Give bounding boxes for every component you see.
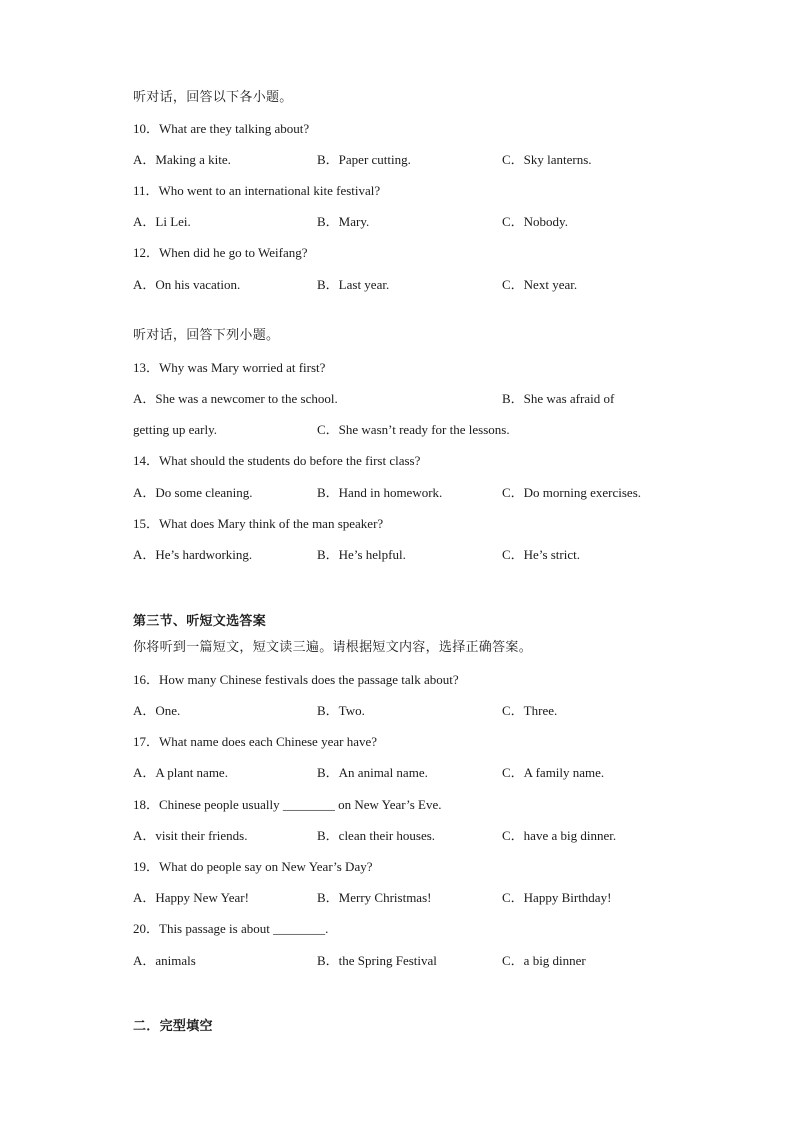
part-instruction: 你将听到一篇短文，短文读三遍。请根据短文内容，选择正确答案。 [133,640,533,655]
question-stem: 11．Who went to an international kite festival? [133,183,381,198]
section-title: 二．完型填空 [133,1019,213,1034]
option-b: B．clean their houses. [317,828,436,843]
option-a: A．Li Lei. [133,214,191,229]
section-instruction: 听对话，回答下列小题。 [133,328,280,343]
option-c: C．He’s strict. [502,547,580,562]
option-c: C．Happy Birthday! [502,890,612,905]
option-a: A．Do some cleaning. [133,485,253,500]
option-b: B．An animal name. [317,765,428,780]
option-a: A．One. [133,703,181,718]
question-stem: 15．What does Mary think of the man speaker? [133,516,384,531]
option-b: B．Merry Christmas! [317,890,432,905]
option-a: A．On his vacation. [133,277,241,292]
question-stem: 18．Chinese people usually ________ on New Year’s Eve. [133,797,442,812]
option-a: A．Happy New Year! [133,890,249,905]
question-stem: 20．This passage is about ________. [133,921,329,936]
section-instruction: 听对话，回答以下各小题。 [133,90,293,105]
option-b: B．Two. [317,703,365,718]
option-a: A．He’s hardworking. [133,547,253,562]
question-stem: 10．What are they talking about? [133,121,310,136]
option-c: C．have a big dinner. [502,828,617,843]
part-title: 第三节、听短文选答案 [133,614,267,629]
option-c: C．She wasn’t ready for the lessons. [317,422,510,437]
question-stem: 14．What should the students do before the first class? [133,453,421,468]
question-stem: 12．When did he go to Weifang? [133,245,308,260]
option-b: B．Last year. [317,277,390,292]
option-b: B．the Spring Festival [317,953,437,968]
option-a: A．A plant name. [133,765,228,780]
question-stem: 13．Why was Mary worried at first? [133,360,326,375]
option-a: A．visit their friends. [133,828,248,843]
option-b: B．Hand in homework. [317,485,443,500]
option-b: B．Paper cutting. [317,152,411,167]
option-c: C．Next year. [502,277,578,292]
option-c: C．a big dinner [502,953,586,968]
question-stem: 17．What name does each Chinese year have? [133,734,378,749]
option-b: B．She was afraid of [502,391,615,406]
question-stem: 19．What do people say on New Year’s Day? [133,859,373,874]
option-c: C．Sky lanterns. [502,152,592,167]
option-c: C．Nobody. [502,214,568,229]
option-a: A．Making a kite. [133,152,231,167]
option-c: C．Do morning exercises. [502,485,642,500]
option-b: B．Mary. [317,214,370,229]
option-c: C．A family name. [502,765,605,780]
option-a: A．She was a newcomer to the school. [133,391,338,406]
option-b-continued: getting up early. [133,422,217,437]
option-a: A．animals [133,953,196,968]
option-c: C．Three. [502,703,558,718]
question-stem: 16．How many Chinese festivals does the passage talk about? [133,672,459,687]
option-b: B．He’s helpful. [317,547,406,562]
